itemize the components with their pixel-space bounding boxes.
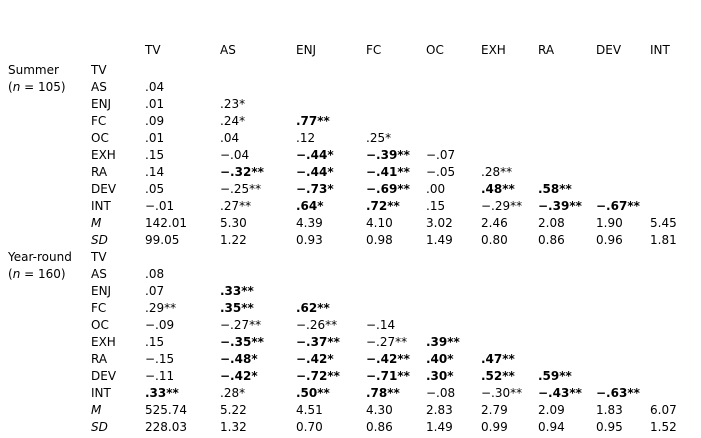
table-cell: .07 [145,284,165,298]
table-cell: −.73* [296,182,334,196]
table-cell: 0.96 [596,233,623,247]
row-label: OC [91,318,109,332]
table-cell: −.14 [366,318,396,332]
table-cell: 4.30 [366,403,393,417]
table-cell: 228.03 [145,420,187,434]
row-label: INT [91,386,111,400]
row-label: AS [91,267,107,281]
table-cell: .28** [481,165,513,179]
table-cell: −.01 [145,199,175,213]
column-header-oc: OC [426,43,444,57]
row-label: DEV [91,369,117,383]
table-cell: 142.01 [145,216,187,230]
table-cell: 525.74 [145,403,187,417]
table-cell: .14 [145,165,165,179]
table-cell: 5.22 [220,403,247,417]
table-cell: −.72** [296,369,340,383]
table-cell: −.43** [538,386,582,400]
table-cell: −.69** [366,182,410,196]
table-cell: .58** [538,182,572,196]
group-label: Year-round [8,250,72,264]
table-cell: .50** [296,386,330,400]
column-header-int: INT [650,43,670,57]
table-cell: −.26** [296,318,338,332]
table-cell: 6.07 [650,403,677,417]
table-cell: −.41** [366,165,410,179]
table-cell: .29** [145,301,177,315]
row-label: M [91,403,102,417]
table-cell: .24* [220,114,246,128]
table-cell: −.42* [296,352,334,366]
table-cell: 1.49 [426,233,453,247]
table-cell: .64* [296,199,324,213]
table-cell: 2.08 [538,216,565,230]
table-cell: .30* [426,369,454,383]
table-cell: .47** [481,352,515,366]
table-cell: −.08 [426,386,456,400]
table-cell: −.04 [220,148,250,162]
table-cell: 0.80 [481,233,508,247]
column-header-exh: EXH [481,43,506,57]
row-label: SD [91,233,108,247]
table-cell: .01 [145,131,165,145]
row-label: EXH [91,148,116,162]
row-label: ENJ [91,284,112,298]
row-label: FC [91,114,107,128]
table-cell: .15 [426,199,446,213]
row-label: INT [91,199,111,213]
table-cell: 2.46 [481,216,508,230]
table-cell: −.25** [220,182,262,196]
table-cell: 0.99 [481,420,508,434]
table-cell: 99.05 [145,233,180,247]
table-cell: 0.95 [596,420,623,434]
table-cell: −.44* [296,165,334,179]
table-cell: .72** [366,199,400,213]
table-cell: −.11 [145,369,175,383]
table-cell: .04 [145,80,165,94]
row-label: SD [91,420,108,434]
table-cell: .15 [145,335,165,349]
table-cell: .04 [220,131,240,145]
table-cell: −.67** [596,199,640,213]
column-header-enj: ENJ [296,43,317,57]
table-cell: 5.30 [220,216,247,230]
table-cell: .35** [220,301,254,315]
table-cell: .33** [145,386,179,400]
column-header-tv: TV [145,43,161,57]
table-cell: −.71** [366,369,410,383]
table-cell: −.37** [296,335,340,349]
table-cell: .78** [366,386,400,400]
table-cell: −.44* [296,148,334,162]
table-cell: 4.51 [296,403,323,417]
table-cell: −.09 [145,318,175,332]
table-cell: −.42** [366,352,410,366]
table-cell: .25* [366,131,392,145]
group-n-label: (n = 160) [8,267,66,281]
table-cell: −.27** [366,335,408,349]
column-header-as: AS [220,43,236,57]
table-cell: .15 [145,148,165,162]
table-cell: .27** [220,199,252,213]
column-header-fc: FC [366,43,382,57]
table-cell: .01 [145,97,165,111]
table-cell: .08 [145,267,165,281]
row-label: TV [91,250,107,264]
table-cell: .59** [538,369,572,383]
table-cell: −.32** [220,165,264,179]
column-header-ra: RA [538,43,555,57]
table-cell: .52** [481,369,515,383]
table-cell: 0.94 [538,420,565,434]
row-label: AS [91,80,107,94]
table-cell: 0.93 [296,233,323,247]
table-cell: 1.49 [426,420,453,434]
row-label: ENJ [91,97,112,111]
table-cell: 4.10 [366,216,393,230]
table-cell: −.30** [481,386,523,400]
table-cell: 0.98 [366,233,393,247]
row-label: FC [91,301,107,315]
table-cell: 2.79 [481,403,508,417]
table-cell: −.05 [426,165,456,179]
table-cell: −.48* [220,352,258,366]
table-cell: .48** [481,182,515,196]
table-cell: 2.83 [426,403,453,417]
row-label: OC [91,131,109,145]
table-cell: .62** [296,301,330,315]
table-cell: 0.86 [538,233,565,247]
table-cell: .33** [220,284,254,298]
row-label: EXH [91,335,116,349]
row-label: RA [91,352,108,366]
table-cell: 1.22 [220,233,247,247]
table-cell: −.15 [145,352,175,366]
table-cell: −.27** [220,318,262,332]
table-cell: 1.83 [596,403,623,417]
row-label: DEV [91,182,117,196]
group-n-label: (n = 105) [8,80,66,94]
table-cell: .23* [220,97,246,111]
table-cell: 4.39 [296,216,323,230]
table-cell: −.63** [596,386,640,400]
table-cell: −.35** [220,335,264,349]
column-header-dev: DEV [596,43,622,57]
row-label: RA [91,165,108,179]
table-cell: .00 [426,182,446,196]
table-cell: .77** [296,114,330,128]
table-cell: 1.81 [650,233,677,247]
table-cell: 0.70 [296,420,323,434]
table-cell: −.39** [366,148,410,162]
table-cell: .39** [426,335,460,349]
table-cell: .12 [296,131,316,145]
table-cell: 1.90 [596,216,623,230]
table-cell: .05 [145,182,165,196]
table-cell: 2.09 [538,403,565,417]
table-cell: .09 [145,114,165,128]
table-cell: .28* [220,386,246,400]
table-cell: 3.02 [426,216,453,230]
table-cell: −.07 [426,148,456,162]
table-cell: 5.45 [650,216,677,230]
table-cell: 0.86 [366,420,393,434]
table-cell: −.42* [220,369,258,383]
table-cell: 1.32 [220,420,247,434]
table-cell: −.29** [481,199,523,213]
table-cell: 1.52 [650,420,677,434]
row-label: M [91,216,102,230]
table-cell: .40* [426,352,454,366]
group-label: Summer [8,63,59,77]
row-label: TV [91,63,107,77]
table-cell: −.39** [538,199,582,213]
